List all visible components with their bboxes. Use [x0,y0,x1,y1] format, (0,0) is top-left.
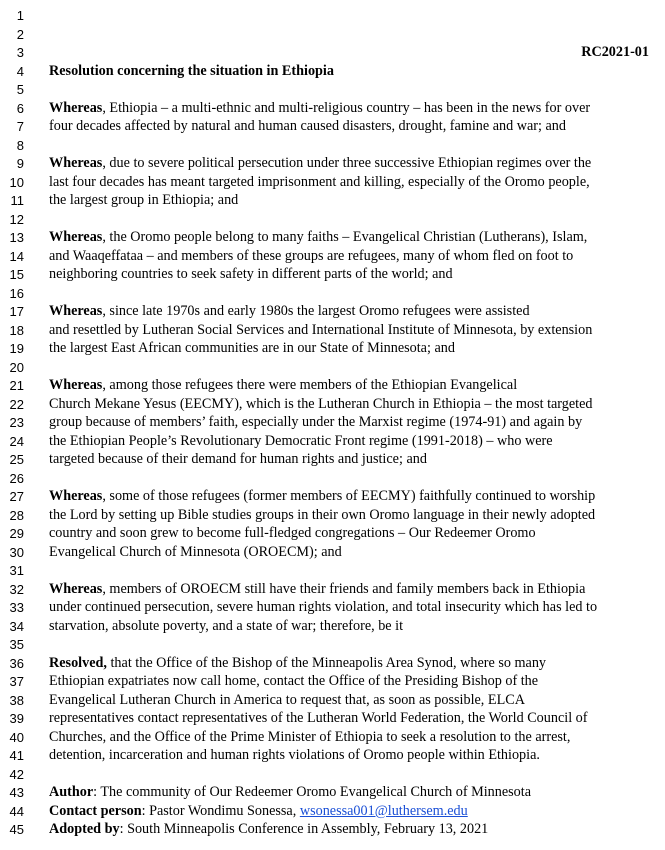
line-number: 2 [16,27,24,42]
resolved-keyword: Resolved, [49,655,107,671]
line-number: 9 [16,156,24,171]
adopted-line [0,820,665,839]
line-number: 44 [9,804,24,819]
author-line [0,783,665,802]
paragraph-text: the Ethiopian People’s Revolutionary Democratic Front regime (1991-2018) – who were [49,433,553,449]
paragraph-whereas-2 [0,154,665,173]
author-label: Author [49,784,94,800]
line-number: 21 [9,378,24,393]
paragraph-text: , since late 1970s and early 1980s the largest Oromo refugees were assisted [102,303,530,319]
contact-label: Contact person [49,803,142,819]
whereas-keyword: Whereas [49,377,103,393]
line-number: 39 [9,711,24,726]
paragraph-text: country and soon grew to become full-fledged congregations – Our Redeemer Oromo [49,525,536,541]
line-number: 29 [9,526,24,541]
line-number: 40 [9,730,24,745]
paragraph-text: four decades affected by natural and human caused disasters, drought, famine and war; and [49,118,566,134]
paragraph-text: , Ethiopia – a multi-ethnic and multi-religious country – has been in the news for over [102,100,591,116]
paragraph-text: detention, incarceration and human rights violations of Oromo people within Ethiopia. [49,747,540,763]
author-value: : The community of Our Redeemer Oromo Evangelical Church of Minnesota [93,784,532,800]
line-number: 14 [9,249,24,264]
line-number: 34 [9,619,24,634]
whereas-keyword: Whereas [49,229,103,245]
line-number: 4 [16,64,24,79]
line-number: 26 [9,471,24,486]
line-number: 11 [10,193,24,208]
line-number: 31 [9,563,24,578]
document-code: RC2021-01 [581,44,649,60]
paragraph-text: representatives contact representatives of the Lutheran World Federation, the World Council of [49,710,588,726]
line-number: 3 [16,45,24,60]
line-number: 41 [9,748,24,763]
paragraph-text: , among those refugees there were members of the Ethiopian Evangelical [102,377,518,393]
line-number: 37 [9,674,24,689]
line-number: 30 [9,545,24,560]
paragraph-resolved [0,654,665,673]
line-number: 15 [9,267,24,282]
line-number: 13 [9,230,24,245]
paragraph-text: Evangelical Church of Minnesota (OROECM); and [49,544,342,560]
contact-value: : Pastor Wondimu Sonessa, [141,803,300,819]
line-number: 22 [9,397,24,412]
line-number: 43 [9,785,24,800]
paragraph-text: neighboring countries to seek safety in different parts of the world; and [49,266,453,282]
line-number: 1 [16,8,24,23]
paragraph-text: , some of those refugees (former members of EECMY) faithfully continued to worship [102,488,596,504]
line-number: 32 [9,582,24,597]
line-number: 20 [9,360,24,375]
paragraph-whereas-1 [0,99,665,118]
paragraph-text: , the Oromo people belong to many faiths – Evangelical Christian (Lutherans), Islam, [102,229,588,245]
whereas-keyword: Whereas [49,581,103,597]
paragraph-text: and resettled by Lutheran Social Services and International Institute of Minnesota, by extension [49,322,593,338]
line-number: 23 [9,415,24,430]
paragraph-whereas-6 [0,487,665,506]
line-number: 6 [16,101,24,116]
paragraph-text: starvation, absolute poverty, and a state of war; therefore, be it [49,618,404,634]
paragraph-text: the largest group in Ethiopia; and [49,192,239,208]
paragraph-text: the Lord by setting up Bible studies groups in their own Oromo language in their newly adopted [49,507,596,523]
paragraph-text: Ethiopian expatriates now call home, contact the Office of the Presiding Bishop of the [49,673,539,689]
line-number: 17 [9,304,24,319]
contact-email-link[interactable]: wsonessa001@luthersem.edu [299,803,468,819]
paragraph-text: Churches, and the Office of the Prime Minister of Ethiopia to seek a resolution to the arrest, [49,729,571,745]
paragraph-text: under continued persecution, severe human rights violation, and total insecurity which has led to [49,599,598,615]
line-number: 19 [9,341,24,356]
line-number: 24 [9,434,24,449]
line-number: 27 [9,489,24,504]
adopted-value: : South Minneapolis Conference in Assembly, February 13, 2021 [119,821,489,837]
line-number: 38 [9,693,24,708]
adopted-label: Adopted by [49,821,120,837]
paragraph-text: and Waaqeffataa – and members of these groups are refugees, many of whom fled on foot to [49,248,574,264]
whereas-keyword: Whereas [49,488,103,504]
paragraph-whereas-4 [0,302,665,321]
line-number: 10 [9,175,24,190]
line-number: 18 [9,323,24,338]
paragraph-text: the largest East African communities are in our State of Minnesota; and [49,340,455,356]
whereas-keyword: Whereas [49,303,103,319]
paragraph-text: group because of members’ faith, especially under the Marxist regime (1974-91) and again by [49,414,583,430]
paragraph-text: , members of OROECM still have their friends and family members back in Ethiopia [102,581,586,597]
paragraph-whereas-3 [0,228,665,247]
paragraph-text: Evangelical Lutheran Church in America to request that, as soon as possible, ELCA [49,692,525,708]
paragraph-text: , due to severe political persecution under three successive Ethiopian regimes over the [102,155,592,171]
paragraph-whereas-5 [0,376,665,395]
line-number: 12 [9,212,24,227]
whereas-keyword: Whereas [49,100,103,116]
document-title: Resolution concerning the situation in Ethiopia [49,63,334,79]
paragraph-text: targeted because of their demand for human rights and justice; and [49,451,427,467]
line-number: 16 [9,286,24,301]
line-number: 33 [9,600,24,615]
line-number: 28 [9,508,24,523]
line-number: 8 [16,138,24,153]
paragraph-text: last four decades has meant targeted imprisonment and killing, especially of the Oromo people, [49,174,590,190]
paragraph-text: Church Mekane Yesus (EECMY), which is the Lutheran Church in Ethiopia – the most targeted [49,396,593,412]
contact-line [0,802,665,821]
line-number: 42 [9,767,24,782]
paragraph-text: that the Office of the Bishop of the Minneapolis Area Synod, where so many [106,655,547,671]
paragraph-whereas-7 [0,580,665,599]
line-number: 25 [9,452,24,467]
line-number: 36 [9,656,24,671]
line-number: 35 [9,637,24,652]
line-number: 5 [16,82,24,97]
whereas-keyword: Whereas [49,155,103,171]
line-number: 45 [9,822,24,837]
line-number: 7 [16,119,24,134]
